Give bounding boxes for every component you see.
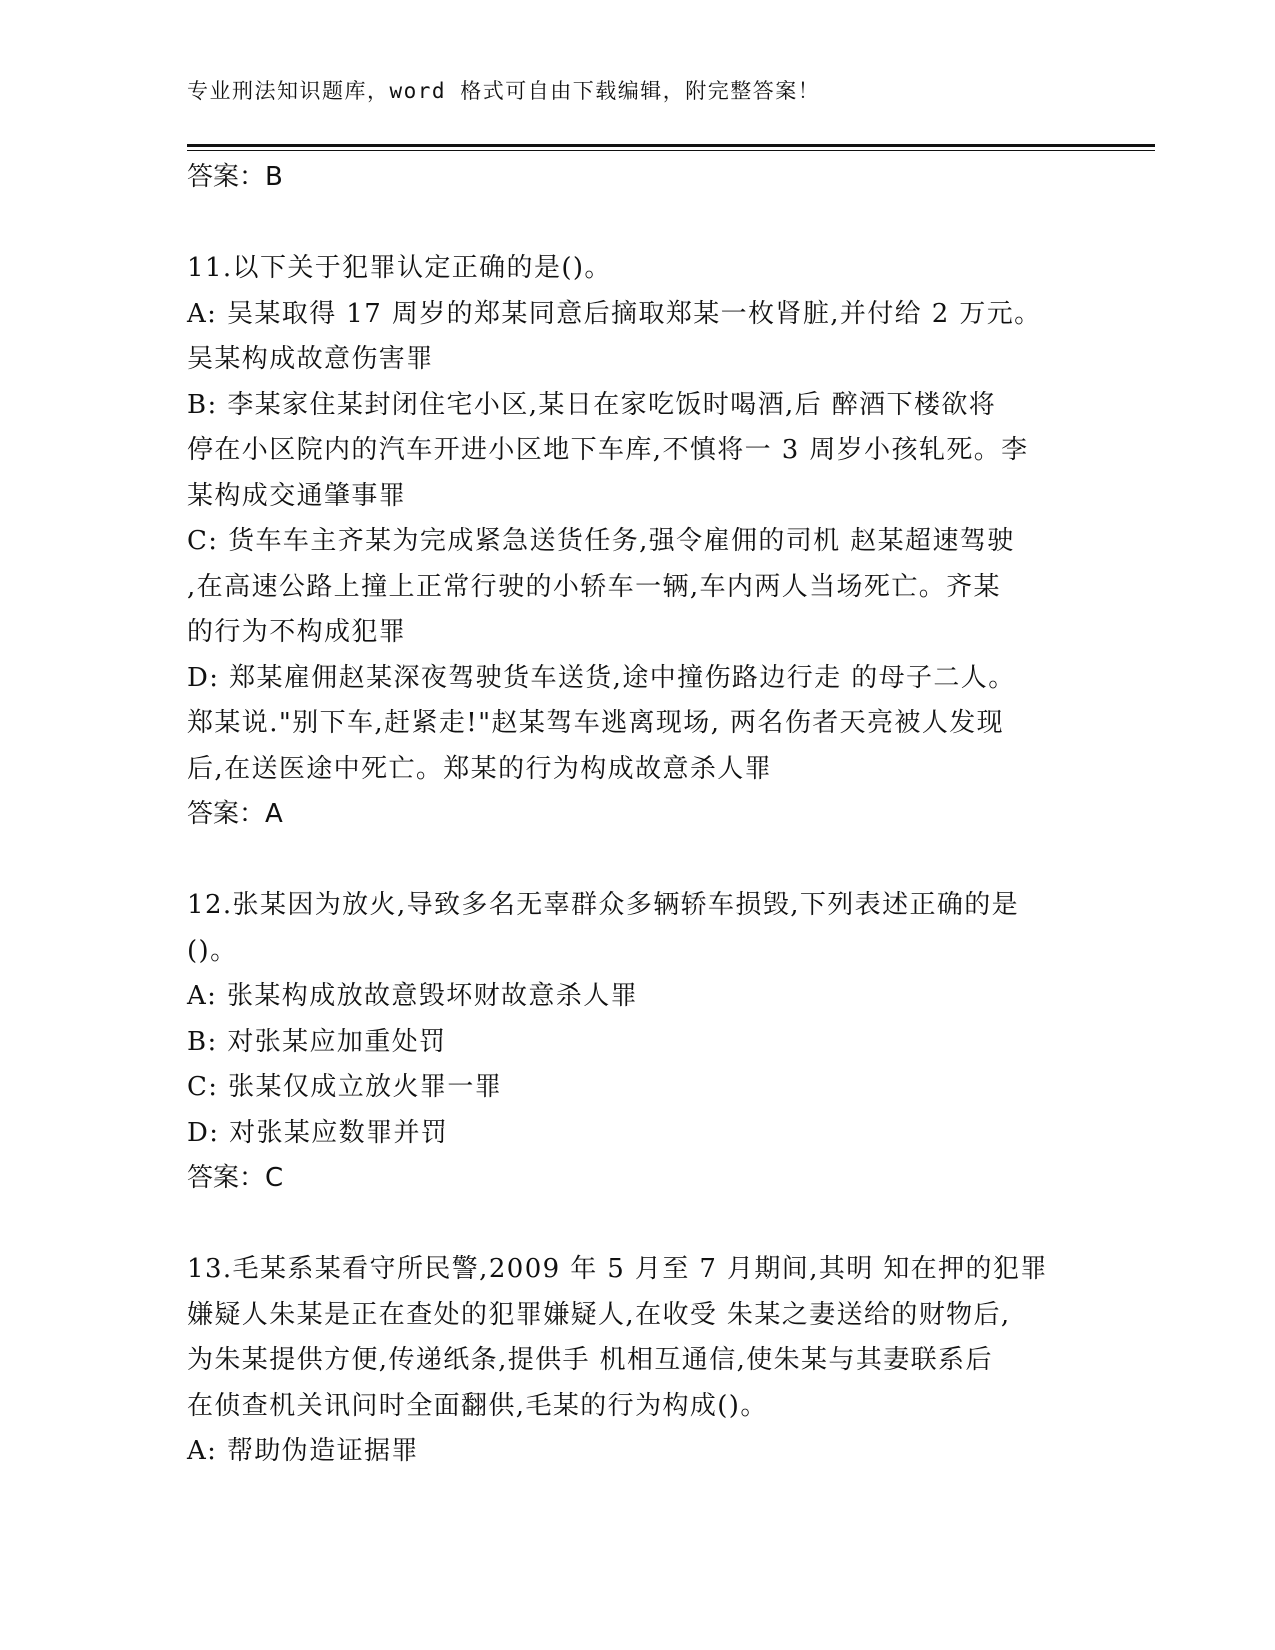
question-12-stem: 12.张某因为放火,导致多名无辜群众多辆轿车损毁,下列表述正确的是: [187, 890, 1020, 920]
question-11-option-c-cont: ,在高速公路上撞上正常行驶的小轿车一辆,车内两人当场死亡。齐某: [187, 571, 1001, 602]
question-11: [187, 246, 1087, 838]
question-11-option-d-cont: 后,在送医途中死亡。郑某的行为构成故意杀人罪: [187, 753, 773, 784]
question-13-option-a: A: 帮助伪造证据罪: [187, 1436, 419, 1466]
header-rule-thick: [187, 144, 1155, 147]
question-12-option-b: B: 对张某应加重处罚: [187, 1026, 447, 1057]
header-note: 专业刑法知识题库，word 格式可自由下载编辑，附完整答案！: [187, 79, 821, 103]
question-12: [187, 883, 1087, 1202]
question-13-stem-cont: 嫌疑人朱某是正在查处的犯罪嫌疑人,在收受 朱某之妻送给的财物后,: [187, 1299, 1011, 1330]
question-13-stem-cont: 在侦查机关讯问时全面翻供,毛某的行为构成()。: [187, 1390, 768, 1421]
document-body: [187, 155, 1087, 1475]
question-11-stem: 11.以下关于犯罪认定正确的是()。: [187, 253, 612, 283]
question-11-option-a: A: 吴某取得 17 周岁的郑某同意后摘取郑某一枚肾脏,并付给 2 万元。: [187, 298, 1042, 329]
question-11-option-b: B: 李某家住某封闭住宅小区,某日在家吃饭时喝酒,后 醉酒下楼欲将: [187, 389, 997, 420]
question-12-option-a: A: 张某构成放故意毁坏财故意杀人罪: [187, 981, 639, 1011]
question-13: [187, 1247, 1087, 1475]
spacer: [187, 201, 1087, 247]
question-12-answer: 答案：C: [187, 1163, 284, 1193]
question-11-option-b-cont: 某构成交通肇事罪: [187, 480, 407, 511]
question-11-option-d: D: 郑某雇佣赵某深夜驾驶货车送货,途中撞伤路边行走 的母子二人。: [187, 662, 1016, 693]
question-13-stem-cont: 为朱某提供方便,传递纸条,提供手 机相互通信,使朱某与其妻联系后: [187, 1345, 993, 1375]
question-11-option-a-cont: 吴某构成故意伤害罪: [187, 344, 434, 374]
spacer: [187, 838, 1087, 884]
question-11-option-b-cont: 停在小区院内的汽车开进小区地下车库,不慎将一 3 周岁小孩轧死。李: [187, 435, 1029, 465]
spacer: [187, 1202, 1087, 1248]
previous-answer: 答案：B: [187, 162, 283, 192]
header-rule-thin: [187, 150, 1155, 151]
question-12-stem-cont: ()。: [187, 935, 238, 966]
question-11-option-d-cont: 郑某说."别下车,赶紧走!"赵某驾车逃离现场, 两名伤者天亮被人发现: [187, 708, 1005, 738]
question-11-answer: 答案：A: [187, 799, 283, 829]
question-11-option-c: C: 货车车主齐某为完成紧急送货任务,强令雇佣的司机 赵某超速驾驶: [187, 526, 1015, 556]
question-12-option-c: C: 张某仅成立放火罪一罪: [187, 1072, 503, 1102]
question-13-stem: 13.毛某系某看守所民警,2009 年 5 月至 7 月期间,其明 知在押的犯罪: [187, 1254, 1048, 1284]
question-11-option-c-cont: 的行为不构成犯罪: [187, 617, 407, 647]
question-12-option-d: D: 对张某应数罪并罚: [187, 1117, 449, 1148]
